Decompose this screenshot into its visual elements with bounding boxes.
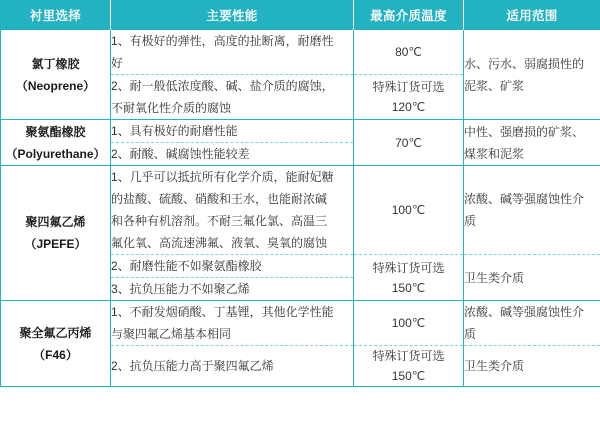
scope-cell: 浓酸、碱等强腐蚀性介 质: [464, 166, 600, 255]
performance-cell: 1、几乎可以抵抗所有化学介质，能耐妃糖 的盐酸、硫酸、硝酸和王水，也能耐浓碱 和各种有机溶剂。不耐三氟化氯、高温三 氟化氧、高流速沸氟、液氧、臭氧的腐蚀: [111, 166, 354, 255]
performance-cell: 1、有极好的弹性，高度的扯断离，耐磨性 好: [111, 30, 354, 75]
temperature-cell: 特殊订货可选 150℃: [354, 346, 464, 387]
scope-cell: 卫生类介质: [464, 359, 525, 373]
performance-cell: 1、不耐发烟硝酸、丁基锂，其他化学性能 与聚四氟乙烯基本相同: [111, 301, 354, 346]
lining-name-cell: 聚四氟乙烯 （JPEFE）: [1, 166, 111, 301]
performance-cell: 2、耐磨性能不如聚氨酯橡胶: [111, 255, 354, 278]
performance-cell: 2、耐一般低浓度酸、碱、盐介质的腐蚀， 不耐氧化性介质的腐蚀: [111, 75, 354, 120]
table-row: [1, 30, 600, 75]
performance-cell: 2、抗负压能力高于聚四氟乙烯: [111, 346, 354, 387]
table-body: [1, 30, 600, 387]
temperature-cell: 特殊订货可选 120℃: [354, 75, 464, 120]
temperature-cell: 特殊订货可选 150℃: [354, 255, 464, 301]
column-header-max-temperature: 最高介质温度: [354, 0, 464, 30]
temperature-cell: 70℃: [354, 120, 464, 166]
performance-cell: 3、抗负压能力不如聚乙烯: [111, 278, 354, 301]
column-header-lining: 衬里选择: [1, 0, 111, 30]
lining-name-cell: 聚全氟乙丙烯 （F46）: [1, 301, 111, 387]
column-header-application-scope: 适用范围: [464, 0, 600, 30]
lining-name-cell: 聚氨酯橡胶 （Polyurethane）: [1, 120, 111, 166]
scope-cell: 浓酸、碱等强腐蚀性介 质: [464, 301, 600, 346]
temperature-cell: 80℃: [354, 30, 464, 75]
lining-name-cell: 氯丁橡胶 （Neoprene）: [1, 30, 111, 120]
temperature-cell: 100℃: [354, 166, 464, 255]
table-row: [1, 120, 600, 143]
table-row: [1, 166, 600, 255]
performance-cell: 2、耐酸、碱腐蚀性能较差: [111, 143, 354, 166]
performance-cell: 1、具有极好的耐磨性能: [111, 120, 354, 143]
table-row: [1, 301, 600, 346]
table-header-row: [1, 0, 600, 30]
temperature-cell: 100℃: [354, 301, 464, 346]
scope-cell: 卫生类介质: [464, 255, 600, 301]
scope-cell: 中性、强磨损的矿浆、 煤浆和泥浆: [464, 120, 600, 166]
scope-cell: 水、污水、弱腐损性的 泥浆、矿浆: [464, 30, 600, 120]
column-header-performance: 主要性能: [111, 0, 354, 30]
